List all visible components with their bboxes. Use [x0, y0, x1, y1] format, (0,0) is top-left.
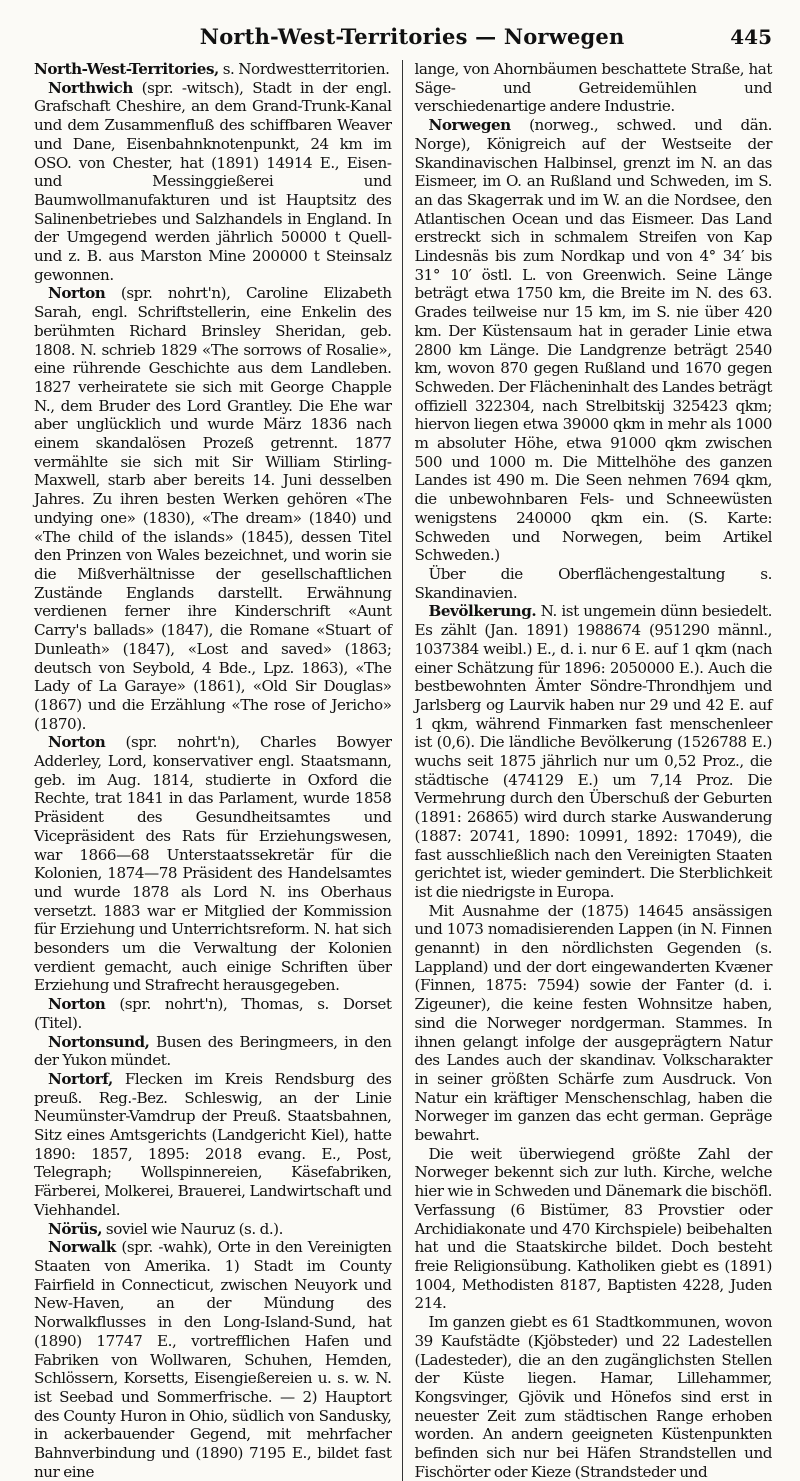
entry-text: (spr. nohrt'n), Thomas, s. Dorset (Titel). — [34, 995, 392, 1032]
entry-text: (spr. -witsch), Stadt in der engl. Grafschaft Cheshire, an dem Grand-Trunk-Kanal und dem Zusammenfluß des schiffbaren Weaver und Dane, Eisenbahnknotenpunkt, 24 km im OSO. von Chester, hat (1891) 14914 E., Eisen- und Messinggießerei und Baumwollmanufakturen und ist Hauptsitz des Salinenbetriebes und Salzhandels in England. In der Umgegend werden jährlich 50000 t Quell- und z. B. aus Marston Mine 200000 t Steinsalz gewonnen. — [34, 78, 392, 284]
entry-headword: Norton — [48, 995, 106, 1014]
entry-headword: Norton — [48, 284, 106, 303]
entry-text: soviel wie Nauruz (s. d.). — [102, 1219, 283, 1238]
entry-norwegen — [415, 116, 773, 565]
paragraph-oberflaechengestaltung — [415, 565, 773, 602]
entry-headword: Norwegen — [428, 116, 511, 135]
page-number: 445 — [730, 25, 772, 49]
entry-norwalk-continued — [415, 60, 773, 116]
section-bevoelkerung — [415, 602, 773, 901]
running-head — [34, 24, 772, 50]
page-title: North-West-Territories — Norwegen — [199, 24, 625, 49]
entry-text: Flecken im Kreis Rendsburg des preuß. Reg.-Bez. Schleswig, an der Linie Neumünster-Vamdrup der Preuß. Staatsbahnen, Sitz eines Amtsgerichts (Landgericht Kiel), hatte 1890: 1857, 1895: 2018 evang. E., Post, Telegraph; Wollspinnereien, Käsefabriken, Färberei, Molkerei, Brauerei, Landwirtschaft und Viehhandel. — [34, 1069, 392, 1219]
entry-text: lange, von Ahornbäumen beschattete Straße, hat Säge- und Getreidemühlen und verschiedenartige andere Industrie. — [414, 60, 772, 116]
entry-headword: Nörüs, — [48, 1219, 103, 1238]
entry-norwalk — [34, 1238, 392, 1481]
entry-headword: Norwalk — [48, 1238, 116, 1257]
entry-north-west-territories — [34, 60, 392, 79]
entry-headword: Nortorf, — [48, 1069, 113, 1088]
left-column — [34, 60, 403, 1481]
entry-text: (spr. nohrt'n), Charles Bowyer Adderley, Lord, konservativer engl. Staatsmann, geb. im Aug. 1814, studierte in Oxford die Rechte, trat 1841 in das Parlament, wurde 1858 Präsident des Gesundheitsamtes und Vicepräsident des Rats für Erziehungswesen, war 1866—68 Unterstaatssekretär für die Kolonien, 1874—78 Präsident des Handelsamtes und wurde 1878 als Lord N. ins Oberhaus versetzt. 1883 war er Mitglied der Kommission für Erziehung und Unterrichtsreform. N. hat sich besonders um die Verwaltung der Kolonien verdient gemacht, auch einige Schriften über Erziehung und Strafrecht herausgegeben. — [34, 733, 392, 995]
entry-text: Im ganzen giebt es 61 Stadtkommunen, wovon 39 Kaufstädte (Kjöbsteder) und 22 Ladestellen (Ladesteder), die an den zugänglichsten Stellen der Küste liegen. Hamar, Lillehammer, Kongsvinger, Gjövik und Hönefos sind erst in neuester Zeit zum städtischen Range erhoben worden. An andern geeigneten Küstenpunkten befinden sich nur bei Häfen Strandstellen und Fischörter oder Kieze (Strandsteder und — [414, 1313, 772, 1481]
entry-headword: Northwich — [48, 78, 133, 97]
entry-text: (spr. -wahk), Orte in den Vereinigten Staaten von Amerika. 1) Stadt im County Fairfield in Connecticut, zwischen Neuyork und New-Haven, an der Mündung des Norwalkflusses in den Long-Island-Sund, hat (1890) 17747 E., vortrefflichen Hafen und Fabriken von Wollwaren, Schuhen, Hemden, Schlössern, Korsetts, Eisengießereien u. s. w. N. ist Seebad und Sommerfrische. — 2) Hauptort des County Huron in Ohio, südlich von Sandusky, in ackerbauender Gegend, mit mehrfacher Bahnverbindung und (1890) 7195 E., bildet fast nur eine — [34, 1238, 392, 1481]
section-heading: Bevölkerung. — [428, 602, 537, 621]
entry-northwich — [34, 79, 392, 285]
entry-headword: Norton — [48, 733, 106, 752]
entry-text: Über die Oberflächengestaltung s. Skandinavien. — [414, 564, 772, 602]
entry-nortonsund — [34, 1033, 392, 1070]
entry-headword: Nortonsund, — [48, 1032, 150, 1051]
entry-text: s. Nordwestterritorien. — [218, 60, 390, 78]
paragraph-religion — [415, 1145, 773, 1313]
entry-norton-charles — [34, 733, 392, 995]
entry-nortorf — [34, 1070, 392, 1220]
entry-text: N. ist ungemein dünn besiedelt. Es zählt (Jan. 1891) 1988674 (951290 männl., 1037384 weibl.) E., d. i. nur 6 E. auf 1 qkm (nach einer Schätzung für 1896: 2050000 E.). Auch die bestbewohnten Ämter Söndre-Throndhjem und Jarlsberg og Laurvik haben nur 29 und 42 E. auf 1 qkm, während Finmarken fast menschenleer ist (0,6). Die ländliche Bevölkerung (1526788 E.) wuchs seit 1875 jährlich nur um 0,52 Proz., die städtische (474129 E.) um 7,14 Proz. Die Vermehrung durch den Überschuß der Geburten (1891: 26865) wird durch starke Auswanderung (1887: 20741, 1890: 10991, 1892: 17049), die fast ausschließlich nach den Vereinigten Staaten gerichtet ist, wieder gemindert. Die Sterblichkeit ist die niedrigste in Europa. — [414, 602, 772, 901]
text-columns — [34, 60, 772, 1481]
entry-text: (spr. nohrt'n), Caroline Elizabeth Sarah, engl. Schriftstellerin, eine Enkelin des berühmten Richard Brinsley Sheridan, geb. 1808. N. schrieb 1829 «The sorrows of Rosalie», eine rührende Geschichte aus dem Landleben. 1827 verheiratete sie sich mit George Chapple N., dem Bruder des Lord Grantley. Die Ehe war aber unglücklich und wurde März 1836 nach einem skandalösen Prozeß getrennt. 1877 vermählte sie sich mit Sir William Stirling-Maxwell, starb aber bereits 14. Juni desselben Jahres. Zu ihren besten Werken gehören «The undying one» (1830), «The dream» (1840) und «The child of the islands» (1845), dessen Titel den Prinzen von Wales bezeichnet, und worin sie die Mißverhältnisse der gesellschaftlichen Zustände Englands darstellt. Erwähnung verdienen ferner ihre Kinderschrift «Aunt Carry's ballads» (1847), die Romane «Stuart of Dunleath» (1847), «Lost and saved» (1863; deutsch von Seybold, 4 Bde., Lpz. 1863), «The Lady of La Garaye» (1861), «Old Sir Douglas» (1867) und die Erzählung «The rose of Jericho» (1870). — [34, 284, 392, 733]
paragraph-lappen — [415, 902, 773, 1145]
right-column — [403, 60, 773, 1481]
entry-text: Busen des Beringmeers, in den der Yukon mündet. — [34, 1032, 392, 1070]
entry-text: Mit Ausnahme der (1875) 14645 ansässigen und 1073 nomadisierenden Lappen (in N. Finnen genannt) in den nördlichsten Gegenden (s. Lappland) und der dort eingewanderten Kvæner (Finnen, 1875: 7594) sowie der Fanter (d. i. Zigeuner), die keine festen Wohnsitze haben, sind die Norweger nordgerman. Stammes. In ihnen gelangt infolge der ausgeprägtern Natur des Landes auch der skandinav. Volkscharakter in seiner größten Schärfe zum Ausdruck. Von Natur ein kräftiger Menschenschlag, haben die Norweger im ganzen das echt german. Gepräge bewahrt. — [414, 901, 772, 1145]
entry-text: (norweg., schwed. und dän. Norge), Königreich auf der Westseite der Skandinavischen Halbinsel, grenzt im N. an das Eismeer, im O. an Rußland und Schweden, im S. an das Skagerrak und im W. an die Nordsee, den Atlantischen Ocean und das Eismeer. Das Land erstreckt sich in schmalem Streifen von Kap Lindesnäs bis zum Nordkap und von 4° 34′ bis 31° 10′ östl. L. von Greenwich. Seine Länge beträgt etwa 1750 km, die Breite im N. des 63. Grades teilweise nur 15 km, im S. nie über 420 km. Der Küstensaum hat in gerader Linie etwa 2800 km Länge. Die Landgrenze beträgt 2540 km, wovon 870 gegen Rußland und 1670 gegen Schweden. Der Flächeninhalt des Landes beträgt offiziell 322304, nach Strelbitskij 325423 qkm; hiervon liegen etwa 39000 qkm in mehr als 1000 m absoluter Höhe, etwa 91000 qkm zwischen 500 und 1000 m. Die Mittelhöhe des ganzen Landes ist 490 m. Die Seen nehmen 7694 qkm, die unbewohnbaren Fels- und Schneewüsten wenigstens 240000 qkm ein. (S. Karte: Schweden und Norwegen, beim Artikel Schweden.) — [414, 116, 772, 565]
entry-norton-caroline — [34, 284, 392, 733]
entry-norton-thomas — [34, 995, 392, 1032]
entry-headword: North-West-Territories, — [34, 60, 219, 78]
entry-text: Die weit überwiegend größte Zahl der Norweger bekennt sich zur luth. Kirche, welche hier wie in Schweden und Dänemark die bischöfl. Verfassung (6 Bistümer, 83 Provstier oder Archidiakonate und 470 Kirchspiele) beibehalten hat und die Staatskirche bildet. Doch besteht freie Religionsübung. Katholiken giebt es (1891) 1004, Methodisten 8187, Baptisten 4228, Juden 214. — [414, 1144, 772, 1313]
paragraph-stadtkommunen — [415, 1313, 773, 1481]
entry-norus — [34, 1220, 392, 1239]
